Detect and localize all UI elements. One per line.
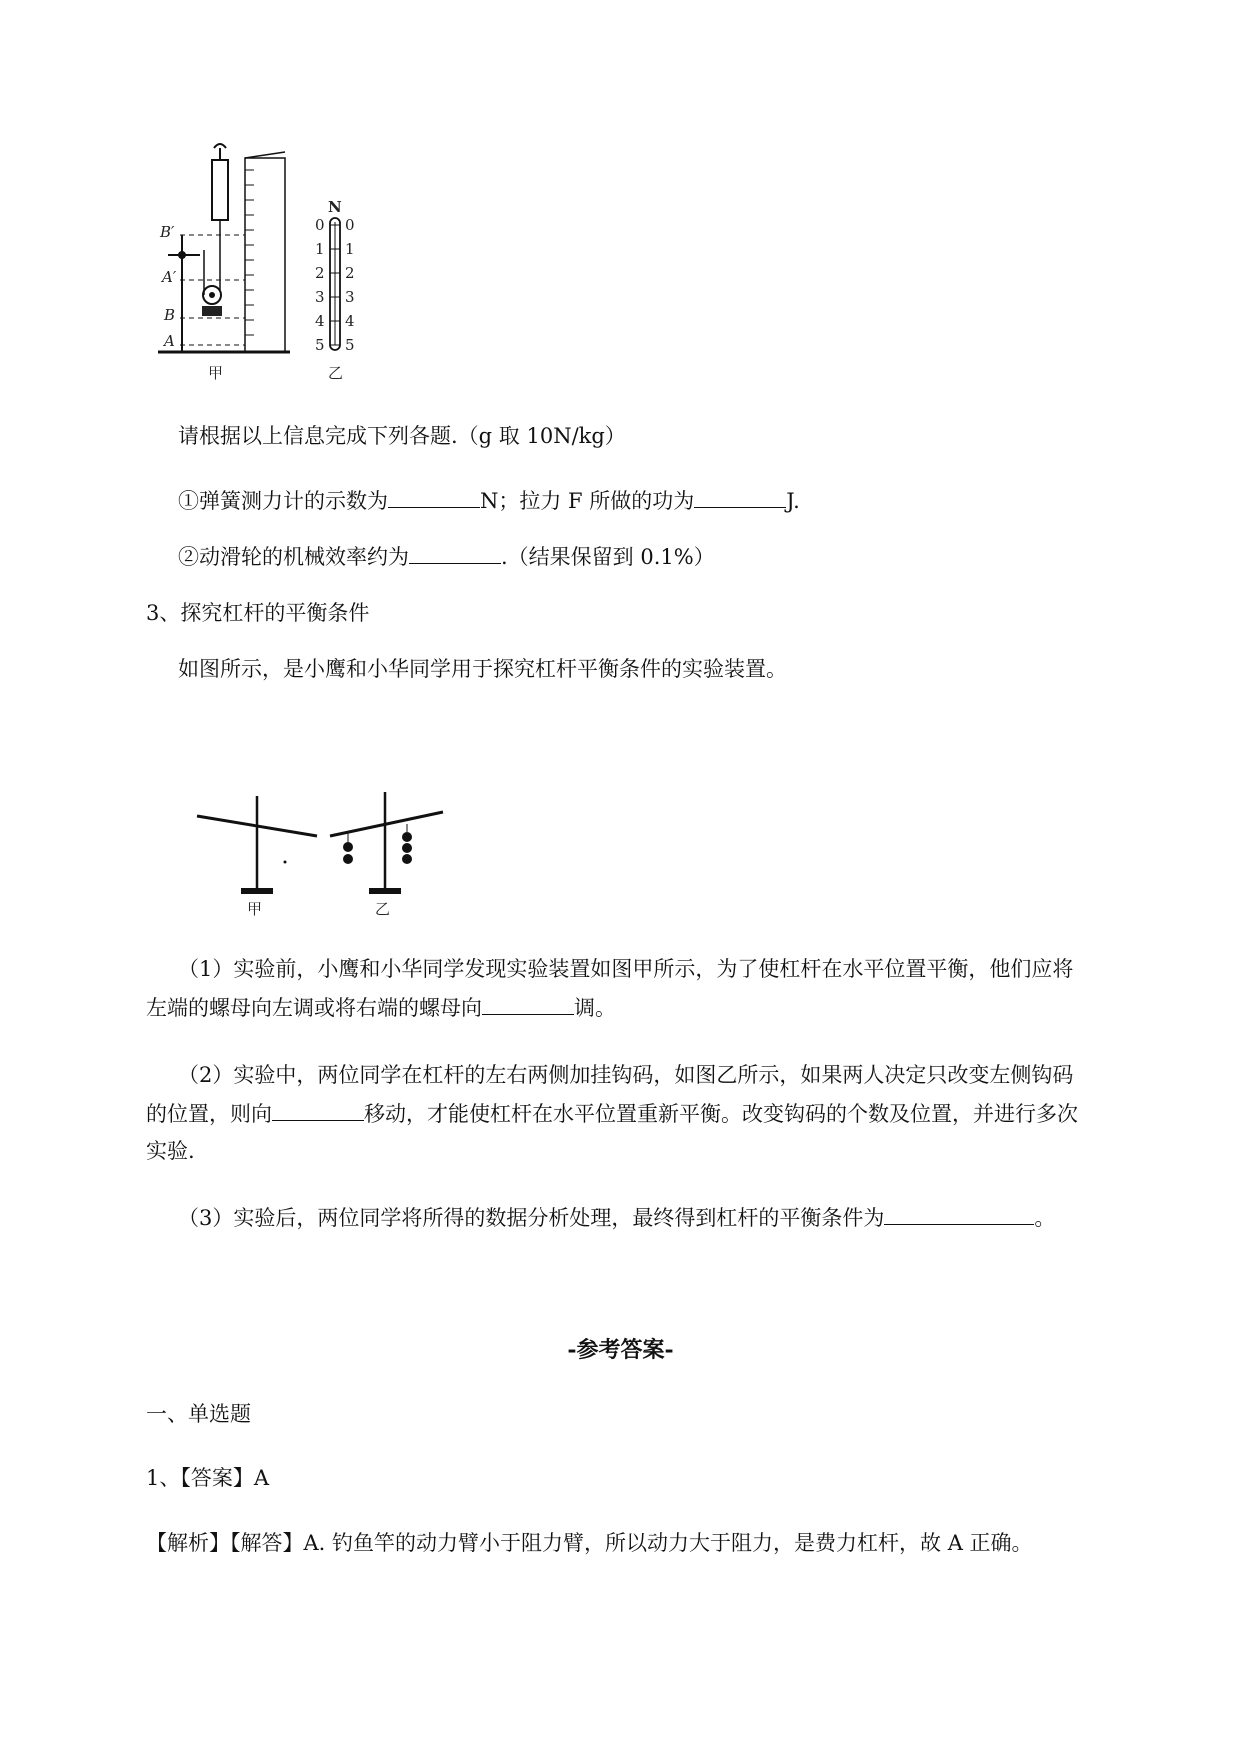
answer-blank-move-direction[interactable] (272, 1098, 364, 1121)
instructions-text: 请根据以上信息完成下列各题.（g 取 10N/kg） (178, 424, 626, 448)
paragraph-1-line-2 (146, 992, 616, 1023)
gauge-unit-label: N (328, 198, 342, 216)
figure-label-yi: 乙 (328, 364, 344, 382)
gauge-ticks-right (345, 216, 357, 360)
analysis-1: 【解析】【解答】A. 钓鱼竿的动力臂小于阻力臂，所以动力大于阻力，是费力杠杆，故 A 正确。 (146, 1531, 1033, 1555)
gauge-tick: 2 (345, 264, 355, 282)
question-2 (178, 541, 715, 572)
lever-figure (195, 792, 445, 917)
question-2-suffix: .（结果保留到 0.1%） (501, 545, 715, 569)
gauge-tick: 4 (345, 312, 355, 330)
gauge-tick: 5 (345, 336, 355, 354)
answer-blank-reading[interactable] (388, 485, 480, 508)
point-label-a: A (164, 332, 175, 350)
figure-label-jia: 甲 (208, 364, 224, 382)
answers-section-heading: 一、单选题 (146, 1402, 251, 1426)
paragraph-2-line-2 (146, 1098, 1078, 1129)
question-2-prefix: ②动滑轮的机械效率约为 (178, 545, 409, 569)
gauge-tick: 5 (315, 336, 325, 354)
paragraph-2-line-2-prefix: 的位置，则向 (146, 1102, 272, 1126)
paragraph-1-line-1: （1）实验前，小鹰和小华同学发现实验装置如图甲所示，为了使杠杆在水平位置平衡，他们应将 (178, 957, 1074, 981)
figure-label-yi: 乙 (375, 900, 391, 918)
lever-apparatus-drawing (195, 792, 445, 902)
paragraph-3-suffix: 。 (1034, 1206, 1056, 1230)
gauge-tick: 2 (315, 264, 325, 282)
paragraph-2-line-2-suffix: 移动，才能使杠杆在水平位置重新平衡。改变钩码的个数及位置，并进行多次 (364, 1102, 1078, 1126)
question-1-prefix: ①弹簧测力计的示数为 (178, 489, 388, 513)
paragraph-2-line-3: 实验. (146, 1139, 195, 1163)
pulley-figure (150, 140, 380, 385)
section-3-intro: 如图所示，是小鹰和小华同学用于探究杠杆平衡条件的实验装置。 (178, 657, 787, 681)
question-1-suffix: J. (786, 489, 800, 513)
paragraph-1-line-2-prefix: 左端的螺母向左调或将右端的螺母向 (146, 996, 482, 1020)
gauge-tick: 0 (345, 216, 355, 234)
gauge-tick: 3 (345, 288, 355, 306)
answer-blank-balance-condition[interactable] (884, 1202, 1034, 1225)
gauge-tick: 4 (315, 312, 325, 330)
paragraph-1-line-2-suffix: 调。 (574, 996, 616, 1020)
answers-title: -参考答案- (567, 1337, 674, 1363)
question-1-middle: N；拉力 F 所做的功为 (480, 489, 695, 513)
gauge-tick: 1 (315, 240, 325, 258)
answer-1: 1、【答案】A (146, 1466, 270, 1490)
point-label-b: B (164, 306, 176, 324)
figure-label-jia: 甲 (247, 900, 263, 918)
gauge-tick: 0 (315, 216, 325, 234)
paragraph-3 (178, 1202, 1055, 1233)
gauge-tick: 3 (315, 288, 325, 306)
gauge-tick: 1 (345, 240, 355, 258)
section-3-title: 3、探究杠杆的平衡条件 (146, 601, 370, 625)
paragraph-2-line-1: （2）实验中，两位同学在杠杆的左右两侧加挂钩码，如图乙所示，如果两人决定只改变左侧钩码 (178, 1063, 1074, 1087)
point-label-b-prime: B′ (160, 223, 175, 241)
answer-blank-work[interactable] (694, 485, 786, 508)
paragraph-3-prefix: （3）实验后，两位同学将所得的数据分析处理，最终得到杠杆的平衡条件为 (178, 1206, 885, 1230)
question-1 (178, 485, 800, 516)
answer-blank-efficiency[interactable] (409, 541, 501, 564)
answer-blank-nut-direction[interactable] (482, 992, 574, 1015)
point-label-a-prime: A′ (162, 268, 177, 286)
gauge-ticks-left (315, 216, 327, 360)
